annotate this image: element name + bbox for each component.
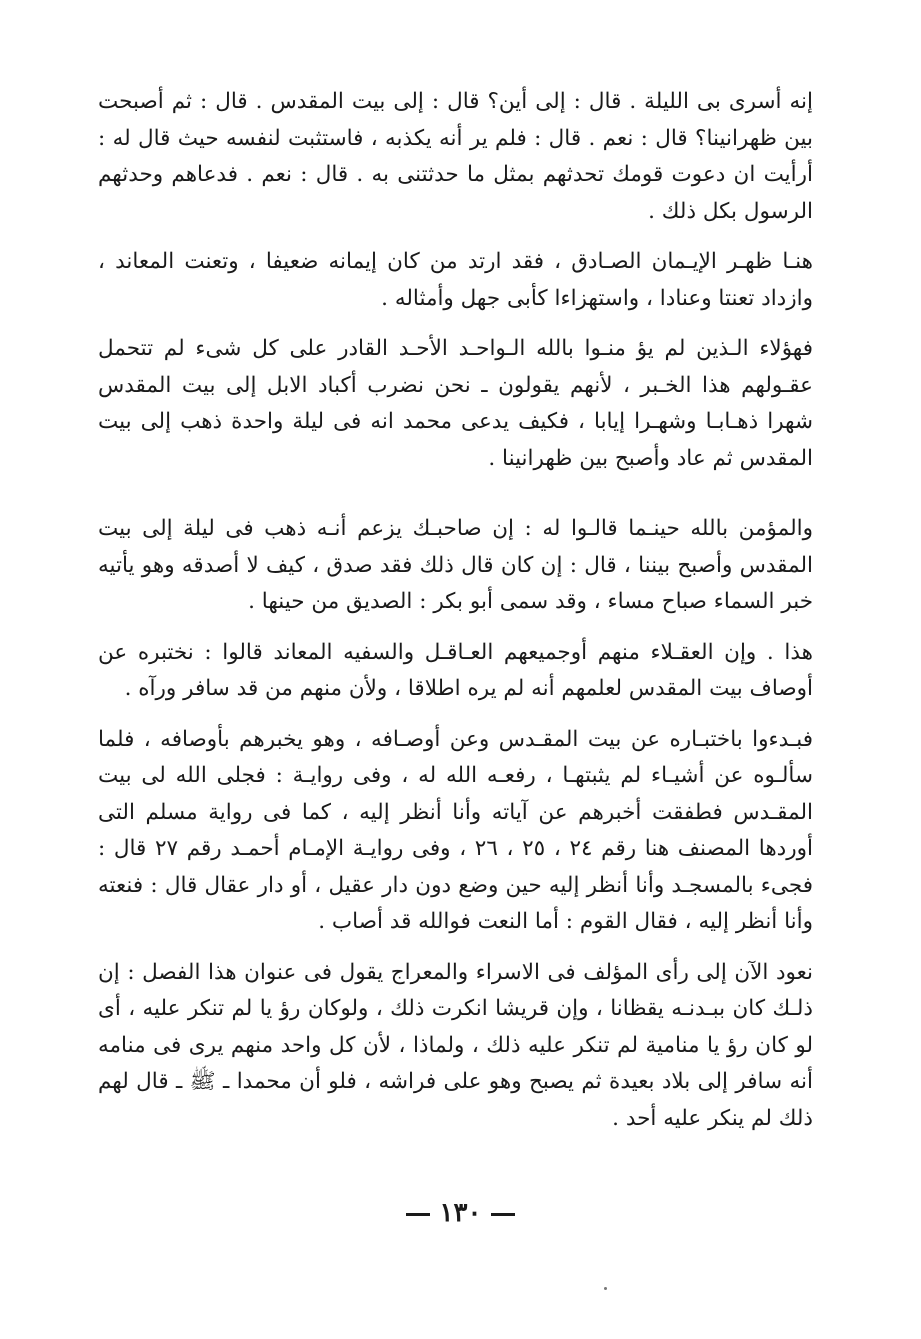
page-number: ١٣٠ <box>439 1198 482 1228</box>
paragraph-5: هذا . وإن العقـلاء منهم أوجميعهم العـاقـل والسفيه المعاند قالوا : نختبره عن أوصاف بيت المقدس لعلمهم أنه لم يره اطلاقا ، ولأن منهم من قد سافر ورآه . <box>98 639 813 701</box>
scan-speck <box>604 1287 607 1290</box>
page-number-dash-left <box>406 1213 430 1216</box>
page-number-footer <box>0 1198 921 1228</box>
paragraph-6: فبـدءوا باختبـاره عن بيت المقـدس وعن أوصـافه ، وهو يخبرهم بأوصافه ، فلما سألـوه عن أشيـاء لم يثبتهـا ، رفعـه الله له ، وفى روايـة : فجلى الله لى بيت المقـدس فطفقت أخبرهم عن آياته وأنا أنظر إليه ، كما فى رواية مسلم التى أوردها المصنف هنا رقم ٢٤ ، ٢٥ ، ٢٦ ، وفى روايـة الإمـام أحمـد رقم ٢٧ قال : فجىء بالمسجـد وأنا أنظر إليه حين وضع دون دار عقيل ، أو دار عقال قال : فنعته وأنا أنظر إليه ، فقال القوم : أما النعت فوالله قد أصاب . <box>98 726 813 934</box>
page-body <box>98 84 813 1324</box>
paragraph-4: والمؤمن بالله حينـما قالـوا له : إن صاحبـك يزعم أنـه ذهب فى ليلة إلى بيت المقدس وأصبح بيننا ، قال : إن كان قال ذلك فقد صدق ، كيف لا أصدقه وهو يأتيه خبر السماء صباح مساء ، وقد سمى أبو بكر : الصديق من حينها . <box>98 516 813 614</box>
paragraph-7: نعود الآن إلى رأى المؤلف فى الاسراء والمعراج يقول فى عنوان هذا الفصل : إن ذلـك كان ببـدنـه يقظانا ، وإن قريشا انكرت ذلك ، ولوكان رؤ يا لم تنكر عليه ، أى لو كان رؤ يا منامية لم تنكر عليه ذلك ، ولماذا ، لأن كل واحد منهم يرى فى منامه أنه سافر إلى بلاد بعيدة ثم يصبح وهو على فراشه ، فلو أن محمدا ـ ﷺ ـ قال لهم ذلك لم ينكر عليه أحد . <box>98 959 813 1131</box>
paragraph-2: هنـا ظهـر الإيـمان الصـادق ، فقد ارتد من كان إيمانه ضعيفا ، وتعنت المعاند ، وازداد تعنتا وعنادا ، واستهزاءا كأبى جهل وأمثاله . <box>98 249 813 311</box>
paragraph-1: إنه أسرى بى الليلة . قال : إلى أين؟ قال : إلى بيت المقدس . قال : ثم أصبحت بين ظهرانينا؟ قال : نعم . قال : فلم ير أنه يكذبه ، فاستثبت لنفسه حيث قال له : أرأيت ان دعوت قومك تحدثهم بمثل ما حدثتنى به . قال : نعم . فدعاهم وحدثهم الرسول بكل ذلك . <box>98 89 813 224</box>
paragraph-3: فهؤلاء الـذين لم يؤ منـوا بالله الـواحـد الأحـد القادر على كل شىء لم تتحمل عقـولهم هذا الخـبر ، لأنهم يقولون ـ نحن نضرب أكباد الابل إلى بيت المقدس شهرا ذهـابـا وشهـرا إيابا ، فكيف يدعى محمد انه فى ليلة واحدة ذهب إلى بيت المقدس ثم عاد وأصبح بين ظهرانينا . <box>98 336 813 471</box>
page-number-dash-right <box>491 1213 515 1216</box>
